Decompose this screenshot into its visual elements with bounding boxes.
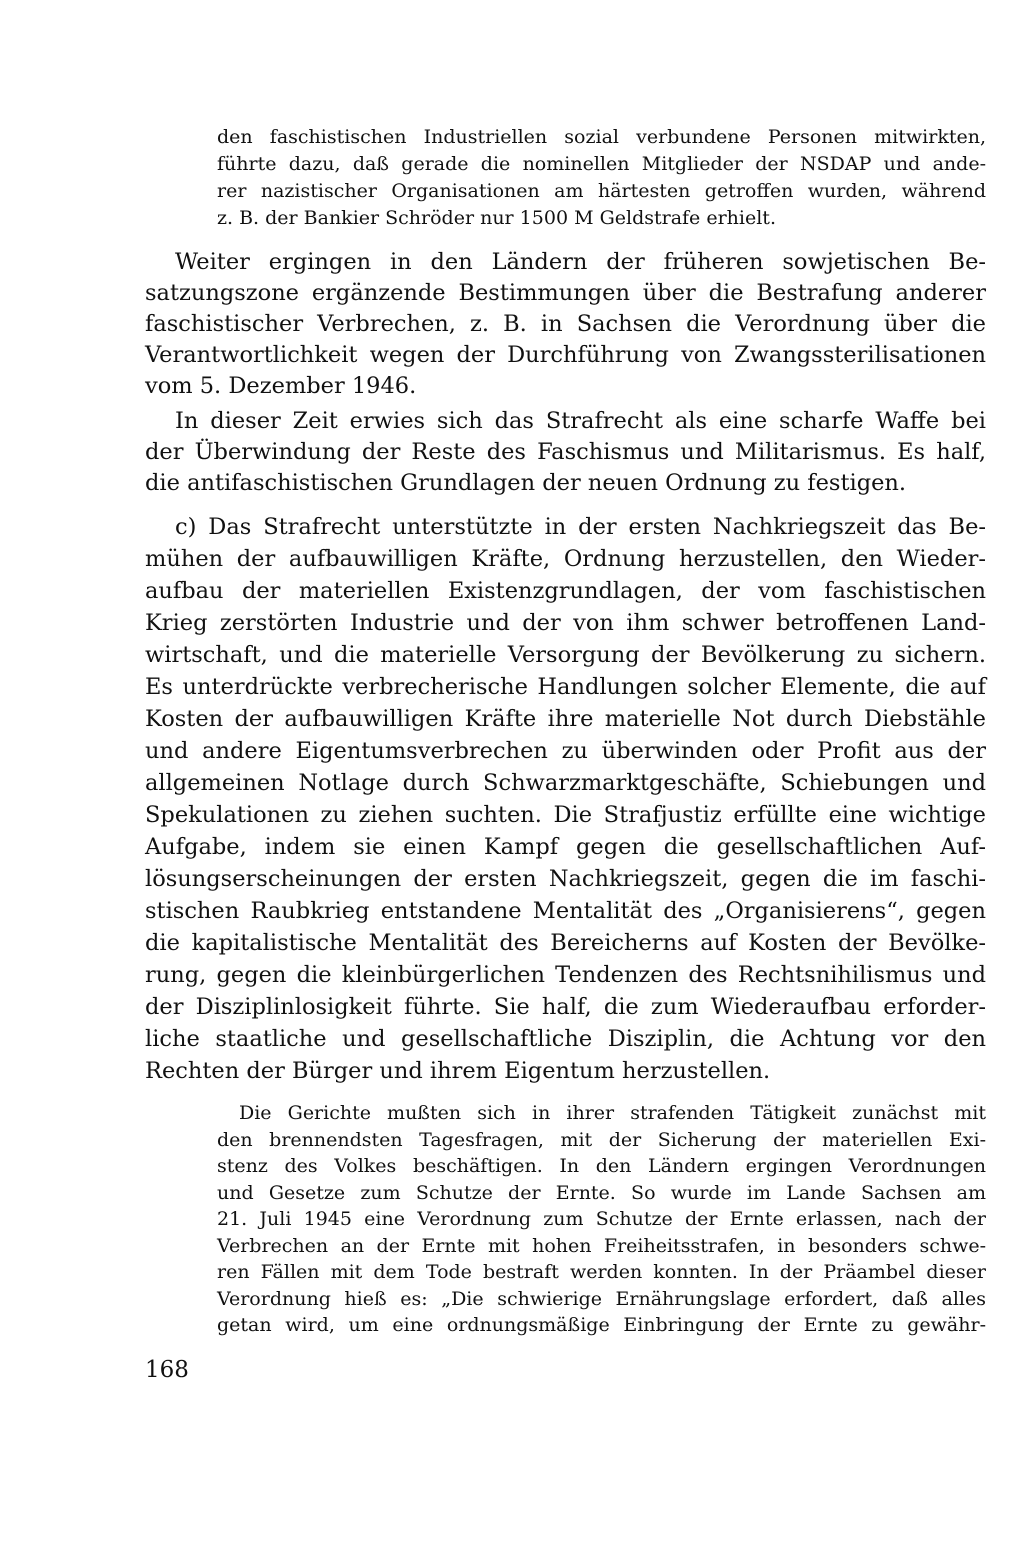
paragraph <box>145 512 986 1084</box>
text-line: und andere Eigentumsverbrechen zu überwinden oder Profit aus der <box>145 738 986 764</box>
text-line: z. B. der Bankier Schröder nur 1500 M Geldstrafe erhielt. <box>217 207 776 229</box>
text-line: Krieg zerstörten Industrie und der von ihm schwer betroffenen Land- <box>145 610 986 636</box>
note-bottom <box>217 1100 986 1340</box>
text-line: Die Gerichte mußten sich in ihrer strafenden Tätigkeit zunächst mit <box>239 1102 986 1124</box>
text-line: Es unterdrückte verbrecherische Handlungen solcher Elemente, die auf <box>145 674 986 700</box>
text-line: vom 5. Dezember 1946. <box>145 373 417 399</box>
page-number: 168 <box>145 1357 189 1383</box>
paragraph <box>145 406 986 499</box>
text-line: Verbrechen an der Ernte mit hohen Freiheitsstrafen, in besonders schwe- <box>217 1234 986 1257</box>
text-line: und Gesetze zum Schutze der Ernte. So wurde im Lande Sachsen am <box>217 1181 986 1204</box>
text-line: stenz des Volkes beschäftigen. In den Ländern ergingen Verordnungen <box>217 1155 986 1177</box>
text-line: ren Fällen mit dem Tode bestraft werden konnten. In der Präambel dieser <box>217 1261 986 1283</box>
text-line: Spekulationen zu ziehen suchten. Die Strafjustiz erfüllte eine wichtige <box>145 802 986 828</box>
text-line: der Überwindung der Reste des Faschismus und Militarismus. Es half, <box>145 439 986 465</box>
text-line: allgemeinen Notlage durch Schwarzmarktgeschäfte, Schiebungen und <box>145 770 986 796</box>
text-line: lösungserscheinungen der ersten Nachkriegszeit, gegen die im faschi- <box>145 866 986 892</box>
text-line: Verordnung hieß es: „Die schwierige Ernährungslage erfordert, daß alles <box>217 1287 986 1310</box>
text-line: c) Das Strafrecht unterstützte in der ersten Nachkriegszeit das Be- <box>175 514 986 540</box>
text-line: Aufgabe, indem sie einen Kampf gegen die gesellschaftlichen Auf- <box>145 834 986 860</box>
text-line: den faschistischen Industriellen sozial verbundene Personen mitwirkten, <box>217 126 986 148</box>
text-line: Rechten der Bürger und ihrem Eigentum herzustellen. <box>145 1058 771 1084</box>
text-line: die kapitalistische Mentalität des Bereicherns auf Kosten der Bevölke- <box>145 930 986 956</box>
text-line: die antifaschistischen Grundlagen der neuen Ordnung zu festigen. <box>145 470 907 496</box>
text-line: Kosten der aufbauwilligen Kräfte ihre materielle Not durch Diebstähle <box>145 706 986 732</box>
text-line: 21. Juli 1945 eine Verordnung zum Schutze der Ernte erlassen, nach der <box>217 1208 986 1230</box>
text-line: getan wird, um eine ordnungsmäßige Einbringung der Ernte zu gewähr- <box>217 1314 986 1336</box>
text-line: liche staatliche und gesellschaftliche Disziplin, die Achtung vor den <box>145 1026 986 1052</box>
text-line: den brennendsten Tagesfragen, mit der Sicherung der materiellen Exi- <box>217 1128 986 1151</box>
paragraph <box>145 247 986 402</box>
text-line: rer nazistischer Organisationen am härtesten getroffen wurden, während <box>217 180 986 202</box>
text-line: stischen Raubkrieg entstandene Mentalität des „Organisierens“, gegen <box>145 898 986 924</box>
note-top <box>217 124 986 232</box>
text-line: rung, gegen die kleinbürgerlichen Tendenzen des Rechtsnihilismus und <box>145 962 986 988</box>
text-line: wirtschaft, und die materielle Versorgung der Bevölkerung zu sichern. <box>145 642 986 668</box>
text-line: satzungszone ergänzende Bestimmungen über die Bestrafung anderer <box>145 280 986 306</box>
text-line: Weiter ergingen in den Ländern der früheren sowjetischen Be- <box>175 249 986 275</box>
text-line: Verantwortlichkeit wegen der Durchführung von Zwangssterilisationen <box>145 342 986 368</box>
text-line: mühen der aufbauwilligen Kräfte, Ordnung herzustellen, den Wieder- <box>145 546 986 572</box>
text-line: führte dazu, daß gerade die nominellen Mitglieder der NSDAP und ande- <box>217 153 986 175</box>
text-line: faschistischer Verbrechen, z. B. in Sachsen die Verordnung über die <box>145 311 986 337</box>
text-line: aufbau der materiellen Existenzgrundlagen, der vom faschistischen <box>145 578 986 604</box>
text-line: der Disziplinlosigkeit führte. Sie half, die zum Wiederaufbau erforder- <box>145 994 986 1020</box>
text-line: In dieser Zeit erwies sich das Strafrecht als eine scharfe Waffe bei <box>175 408 986 434</box>
